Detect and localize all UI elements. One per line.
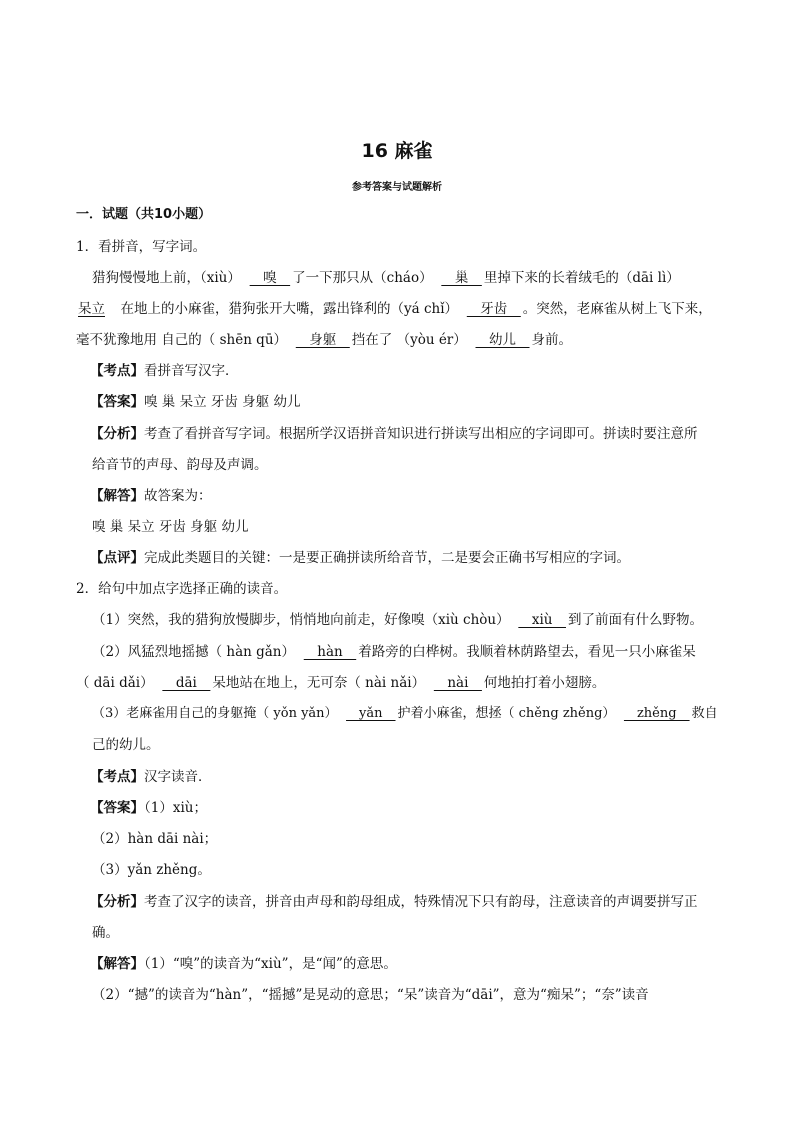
q1-answer-blank: 嗅 bbox=[249, 270, 291, 286]
kaodian-text: 看拼音写汉字． bbox=[144, 363, 239, 379]
q2-daan-2: （2）hàn dāi nài； bbox=[92, 831, 218, 847]
q1-answer-blank: 幼儿 bbox=[475, 332, 530, 348]
q1-dianping bbox=[90, 548, 724, 568]
q2-fenxi-cont: 确。 bbox=[92, 925, 119, 941]
page-subtitle: 参考答案与试题解析 bbox=[352, 182, 442, 193]
q2-text: 到了前面有什么野物。 bbox=[567, 612, 703, 628]
q2-text: 何地拍打着小翅膀。 bbox=[483, 675, 606, 691]
q2-jieda-2: （2）“撼”的读音为“hàn”，“摇撼”是晃动的意思；“呆”读音为“dāi”，意为“痴呆”；“奈”读音 bbox=[92, 987, 649, 1003]
q1-answer-blank: 呆立 bbox=[78, 301, 105, 317]
q1-kaodian bbox=[90, 361, 724, 381]
daan-text: 嗅 巢 呆立 牙齿 身躯 幼儿 bbox=[144, 394, 301, 410]
q2-answer-blank: dāi bbox=[162, 675, 211, 691]
q1-text: 挡在了 （yòu ér） bbox=[351, 332, 474, 348]
q2-answer-blank: hàn bbox=[303, 644, 357, 660]
q1-line-2 bbox=[76, 299, 724, 319]
q1-fenxi bbox=[90, 424, 724, 444]
q2-text: 救自 bbox=[691, 706, 718, 721]
q1-text: 猎狗慢慢地上前，（xiù） bbox=[92, 270, 248, 286]
q2-text: （3）老麻雀用自己的身躯掩（ yǒn yǎn） bbox=[92, 706, 345, 721]
q1-answer-blank: 牙齿 bbox=[466, 301, 521, 317]
jieda-text: 故答案为： bbox=[144, 488, 212, 504]
q1-answer-blank: 巢 bbox=[441, 270, 482, 286]
daan-text: （1）xiù； bbox=[144, 800, 207, 816]
kaodian-text: 汉字读音． bbox=[144, 769, 212, 785]
q1-line-1 bbox=[92, 268, 724, 288]
jieda-text: （1）“嗅”的读音为“xiù”，是“闻”的意思。 bbox=[144, 956, 397, 972]
q2-sentence-2-cont bbox=[76, 673, 724, 693]
q2-fenxi bbox=[90, 892, 724, 912]
dianping-text: 完成此类题目的关键：一是要正确拼读所给音节，二是要会正确书写相应的字词。 bbox=[144, 550, 630, 566]
jieda-tag: 【解答】 bbox=[90, 956, 144, 972]
q2-sentence-3-cont: 己的幼儿。 bbox=[92, 737, 160, 753]
q2-text: 着路旁的白桦树。我顺着林荫路望去，看见一只小麻雀呆 bbox=[358, 644, 696, 660]
fenxi-text: 考查了汉字的读音，拼音由声母和韵母组成，特殊情况下只有韵母，注意读音的声调要拼写正 bbox=[144, 894, 698, 910]
q1-jieda-answer: 嗅 巢 呆立 牙齿 身躯 幼儿 bbox=[92, 519, 249, 535]
q1-daan bbox=[90, 392, 724, 412]
q1-line-3 bbox=[76, 330, 724, 350]
q1-answer-blank: 身躯 bbox=[295, 332, 350, 348]
q2-prompt: 2．给句中加点字选择正确的读音。 bbox=[76, 581, 288, 597]
q2-kaodian bbox=[90, 767, 724, 787]
q2-daan-3: （3）yǎn zhěng。 bbox=[92, 862, 211, 878]
q2-daan bbox=[90, 798, 724, 818]
dianping-tag: 【点评】 bbox=[90, 550, 144, 566]
q2-sentence-3 bbox=[92, 704, 724, 724]
q1-prompt: 1．看拼音，写字词。 bbox=[76, 239, 207, 255]
q2-text: 护着小麻雀，想拯（ chěng zhěng） bbox=[397, 706, 622, 721]
q2-text: 呆地站在地上，无可奈（ nài nǎi） bbox=[212, 675, 432, 691]
q1-text: 里掉下来的长着绒毛的（dāi lì） bbox=[483, 270, 680, 286]
q2-answer-blank: nài bbox=[433, 675, 482, 691]
q1-text: 在地上的小麻雀，猎狗张开大嘴，露出锋利的（yá chǐ） bbox=[107, 301, 465, 317]
q2-sentence-1 bbox=[92, 610, 724, 630]
q2-answer-blank: zhěng bbox=[623, 706, 690, 721]
q1-text: 毫不犹豫地用 自己的（ shēn qū） bbox=[76, 332, 294, 348]
q1-jieda bbox=[90, 486, 724, 506]
fenxi-text: 考查了看拼音写字词。根据所学汉语拼音知识进行拼读写出相应的字词即可。拼读时要注意所 bbox=[144, 426, 698, 442]
q2-text: （ dāi dǎi） bbox=[76, 675, 161, 691]
kaodian-tag: 【考点】 bbox=[90, 363, 144, 379]
q2-jieda bbox=[90, 954, 724, 974]
section-heading: 一．试题（共10小题） bbox=[76, 207, 212, 222]
q2-text: （2）风猛烈地摇撼（ hàn gǎn） bbox=[92, 644, 302, 660]
kaodian-tag: 【考点】 bbox=[90, 769, 144, 785]
q1-text: 身前。 bbox=[531, 332, 573, 348]
q1-text: 。突然，老麻雀从树上飞下来， bbox=[522, 301, 712, 317]
q1-fenxi-cont: 给音节的声母、韵母及声调。 bbox=[92, 457, 268, 473]
q1-text: 了一下那只从（cháo） bbox=[292, 270, 440, 286]
page-title: 16 麻雀 bbox=[361, 140, 433, 162]
daan-tag: 【答案】 bbox=[90, 800, 144, 816]
q2-answer-blank: yǎn bbox=[346, 706, 396, 721]
daan-tag: 【答案】 bbox=[90, 394, 144, 410]
q2-answer-blank: xiù bbox=[518, 612, 566, 628]
jieda-tag: 【解答】 bbox=[90, 488, 144, 504]
q2-text: （1）突然，我的猎狗放慢脚步，悄悄地向前走，好像嗅（xiù chòu） bbox=[92, 612, 517, 628]
q2-sentence-2 bbox=[92, 642, 724, 662]
fenxi-tag: 【分析】 bbox=[90, 426, 144, 442]
fenxi-tag: 【分析】 bbox=[90, 894, 144, 910]
